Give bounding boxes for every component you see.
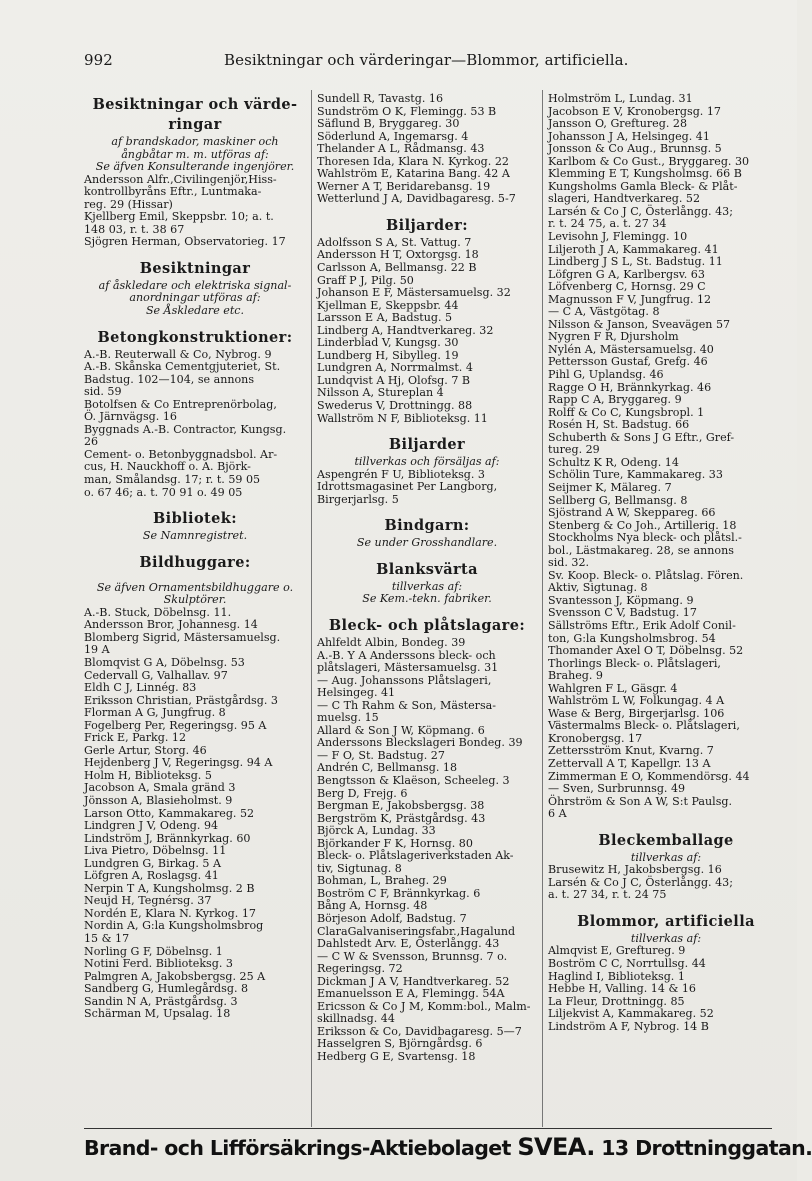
section-note: af åskledare och elektriska signal- bbox=[98, 278, 292, 292]
directory-entry: Hejdenberg J V, Regeringsg. 94 A bbox=[84, 756, 273, 770]
directory-entry: Thomander Axel O T, Döbelnsg. 52 bbox=[548, 644, 744, 658]
directory-entry: a. t. 27 34, r. t. 24 75 bbox=[548, 888, 667, 902]
directory-entry: La Fleur, Drottningg. 85 bbox=[548, 994, 685, 1008]
directory-entry: Jonsson & Co Aug., Brunnsg. 5 bbox=[548, 142, 722, 156]
section-note: anordningar utföras af: bbox=[129, 291, 261, 305]
directory-entry: Cedervall G, Valhallav. 97 bbox=[84, 668, 228, 682]
advertisement-footer bbox=[84, 1130, 812, 1164]
section-note: Skulptörer. bbox=[163, 593, 227, 607]
directory-entry: A.-B. Stuck, Döbelnsg. 11. bbox=[84, 605, 232, 619]
directory-entry: Bohman, L, Braheg. 29 bbox=[317, 874, 447, 888]
directory-entry: Säflund B, Bryggareg. 30 bbox=[317, 117, 460, 131]
directory-entry: Nylén A, Mästersamuelsg. 40 bbox=[548, 342, 714, 356]
directory-entry: Wahlgren F L, Gäsgr. 4 bbox=[548, 681, 678, 695]
directory-entry: Lundqvist A Hj, Olofsg. 7 B bbox=[317, 373, 471, 387]
section-note: tillverkas och försäljas af: bbox=[354, 455, 500, 469]
section-heading: Bleck- och plåtslagare: bbox=[328, 616, 526, 634]
directory-entry: Larson Otto, Kammakareg. 52 bbox=[84, 806, 255, 820]
directory-entry: Bengtsson & Klaëson, Scheeleg. 3 bbox=[317, 773, 510, 787]
directory-entry: Sandin N A, Prästgårdsg. 3 bbox=[84, 994, 238, 1008]
directory-entry: Nilsson A, Stureplan 4 bbox=[317, 386, 444, 400]
directory-entry: Dahlstedt Arv. E, Österlångg. 43 bbox=[317, 937, 500, 951]
directory-entry: Larsén & Co J C, Österlångg. 43; bbox=[548, 875, 733, 889]
directory-entry: 15 & 17 bbox=[84, 931, 130, 945]
directory-entry: Larsén & Co J C, Österlångg. 43; bbox=[548, 204, 733, 218]
directory-entry: — F O, St. Badstug. 27 bbox=[317, 748, 445, 762]
directory-entry: Löfvenberg C, Hornsg. 29 C bbox=[548, 280, 706, 294]
section-note: Se under Grosshandlare. bbox=[356, 536, 498, 550]
section-note: tillverkas af: bbox=[630, 931, 702, 945]
section-spacer bbox=[317, 425, 537, 433]
directory-entry: Nilsson & Janson, Sveavägen 57 bbox=[548, 317, 731, 331]
running-title: Besiktningar och värderingar—Blommor, artificiella. bbox=[224, 51, 629, 69]
directory-entry: Andersson H T, Oxtorgsg. 18 bbox=[317, 248, 479, 262]
section-spacer bbox=[548, 821, 784, 829]
directory-entry: Kjellman E, Skeppsbr. 44 bbox=[317, 298, 459, 312]
directory-entry: Zettersström Knut, Kvarng. 7 bbox=[548, 744, 714, 758]
directory-entry: Werner A T, Beridarebansg. 19 bbox=[317, 179, 491, 193]
directory-entry: Jansson O, Greftureg. 28 bbox=[548, 117, 688, 131]
directory-entry: Sundell R, Tavastg. 16 bbox=[317, 92, 444, 105]
directory-entry: Bergström K, Prästgårdsg. 43 bbox=[317, 811, 486, 825]
directory-entry: Pettersson Gustaf, Grefg. 46 bbox=[548, 355, 708, 369]
directory-entry: Hebbe H, Valling. 14 & 16 bbox=[548, 982, 696, 996]
directory-entry: muelsg. 15 bbox=[317, 711, 379, 725]
directory-entry: Boström C F, Brännkyrkag. 6 bbox=[317, 886, 481, 900]
directory-entry: Badstug. 102—104, se annons bbox=[84, 372, 255, 386]
section-note: tillverkas af: bbox=[630, 850, 702, 864]
directory-entry: Blomberg Sigrid, Mästersamuelsg. bbox=[84, 630, 281, 644]
directory-entry: Nordén E, Klara N. Kyrkog. 17 bbox=[84, 906, 256, 920]
directory-entry: A.-B. Reuterwall & Co, Nybrog. 9 bbox=[84, 347, 272, 361]
directory-entry: Carlsson A, Bellmansg. 22 B bbox=[317, 261, 477, 275]
directory-entry: Eriksson & Co, Davidbagaresg. 5—7 bbox=[317, 1024, 522, 1038]
directory-entry: Thorlings Bleck- o. Plåtslageri, bbox=[548, 656, 721, 670]
section-spacer bbox=[317, 550, 537, 558]
directory-entry: Sjögren Herman, Observatorieg. 17 bbox=[84, 235, 286, 249]
directory-entry: Wahlström E, Katarina Bang. 42 A bbox=[317, 167, 510, 181]
directory-entry: Thoresen Ida, Klara N. Kyrkog. 22 bbox=[317, 154, 509, 168]
directory-entry: Johansson J A, Helsingeg. 41 bbox=[548, 129, 710, 143]
directory-entry: Florman A G, Jungfrug. 8 bbox=[84, 706, 226, 720]
directory-entry: — Aug. Johanssons Plåtslageri, bbox=[317, 673, 492, 687]
section-heading: ringar bbox=[168, 116, 222, 133]
directory-entry: — C Th Rahm & Son, Mästersa- bbox=[317, 698, 497, 712]
section-heading: Besiktningar och värde- bbox=[92, 96, 298, 113]
directory-entry: Svantesson J, Köpmang. 9 bbox=[548, 593, 694, 607]
ad-text-brand: SVEA. bbox=[517, 1133, 595, 1161]
section-heading: Bleckemballage bbox=[598, 831, 734, 849]
directory-entry: Sundström O K, Flemingg. 53 B bbox=[317, 104, 497, 118]
directory-entry: Liljeroth J A, Kammakareg. 41 bbox=[548, 242, 719, 256]
section-spacer bbox=[317, 606, 537, 614]
column-divider bbox=[542, 90, 543, 1127]
directory-entry: cus, H. Nauckhoff o. A. Björk- bbox=[84, 460, 251, 474]
directory-entry: Andersson Alfr.,Civilingenjör,Hiss- bbox=[84, 172, 277, 186]
directory-entry: Sv. Koop. Bleck- o. Plåtslag. Fören. bbox=[548, 568, 744, 582]
directory-entry: Byggnads A.-B. Contractor, Kungsg. bbox=[84, 422, 287, 436]
column-middle bbox=[317, 93, 537, 1123]
directory-entry: o. 67 46; a. t. 70 91 o. 49 05 bbox=[84, 485, 243, 499]
directory-entry: man, Smålandsg. 17; r. t. 59 05 bbox=[84, 473, 261, 487]
directory-entry: Andrén C, Bellmansg. 18 bbox=[317, 761, 457, 775]
column-left bbox=[84, 93, 306, 1123]
directory-entry: Rolff & Co C, Kungsbropl. 1 bbox=[548, 405, 705, 419]
directory-entry: 148 03, r. t. 38 67 bbox=[84, 222, 185, 236]
page-header bbox=[84, 47, 764, 75]
directory-entry: Sjöstrand A W, Skeppareg. 66 bbox=[548, 506, 716, 520]
directory-entry: Lindberg A, Handtverkareg. 32 bbox=[317, 323, 494, 337]
directory-entry: r. t. 24 75, a. t. 27 34 bbox=[548, 217, 667, 231]
directory-entry: Boström C C, Norrtullsg. 44 bbox=[548, 957, 706, 970]
directory-entry: Björkander F K, Hornsg. 80 bbox=[317, 836, 473, 850]
directory-entry: Idrottsmagasinet Per Langborg, bbox=[317, 480, 498, 494]
directory-entry: Schultz K R, Odeng. 14 bbox=[548, 455, 679, 469]
directory-entry: ton, G:la Kungsholmsbrog. 54 bbox=[548, 631, 716, 645]
directory-entry: Wase & Berg, Birgerjarlsg. 106 bbox=[548, 706, 725, 720]
section-note: Se Namnregistret. bbox=[142, 529, 248, 543]
directory-entry: Palmgren A, Jakobsbergsg. 25 A bbox=[84, 969, 266, 983]
directory-entry: Regeringsg. 72 bbox=[317, 962, 403, 976]
directory-entry: Johanson E F, Mästersamuelsg. 32 bbox=[317, 286, 511, 300]
directory-entry: Jönsson A, Blasieholmst. 9 bbox=[84, 793, 233, 807]
directory-entry: Birgerjarlsg. 5 bbox=[317, 492, 399, 506]
directory-entry: Pihl G, Uplandsg. 46 bbox=[548, 368, 664, 382]
directory-entry: — C W & Svensson, Brunnsg. 7 o. bbox=[317, 949, 508, 963]
directory-entry: Seijmer K, Mälareg. 7 bbox=[548, 480, 672, 494]
section-spacer bbox=[84, 249, 306, 257]
section-note: af brandskador, maskiner och bbox=[111, 135, 279, 148]
directory-entry: Lundgren A, Norrmalmst. 4 bbox=[317, 361, 473, 375]
directory-entry: Braheg. 9 bbox=[548, 669, 603, 683]
directory-entry: Aspengrén F U, Biblioteksg. 3 bbox=[317, 467, 485, 481]
directory-entry: kontrollbyråns Eftr., Luntmaka- bbox=[84, 185, 262, 199]
directory-entry: Björck A, Lundag. 33 bbox=[317, 824, 436, 838]
section-spacer bbox=[548, 902, 784, 910]
directory-entry: Allard & Son J W, Köpmang. 6 bbox=[317, 723, 485, 737]
directory-entry: Börjeson Adolf, Badstug. 7 bbox=[317, 911, 467, 925]
section-heading: Bibliotek: bbox=[153, 510, 237, 528]
directory-entry: Wetterlund J A, Davidbagaresg. 5-7 bbox=[317, 192, 516, 206]
directory-entry: Ö. Järnvägsg. 16 bbox=[84, 410, 177, 424]
section-note: Se äfven Ornamentsbildhuggare o. bbox=[96, 580, 294, 594]
directory-entry: Öhrström & Son A W, S:t Paulsg. bbox=[548, 794, 733, 808]
directory-entry: Löfgren A, Roslagsg. 41 bbox=[84, 869, 219, 883]
directory-entry: Nerpin T A, Kungsholmsg. 2 B bbox=[84, 881, 255, 895]
directory-entry: tureg. 29 bbox=[548, 443, 600, 457]
column-divider bbox=[311, 90, 312, 1127]
directory-entry: A.-B. Skånska Cementgjuteriet, St. bbox=[84, 360, 281, 374]
section-spacer bbox=[317, 506, 537, 514]
directory-entry: ClaraGalvaniseringsfabr.,Hagalund bbox=[317, 924, 516, 938]
directory-entry: Holm H, Biblioteksg. 5 bbox=[84, 768, 212, 782]
section-spacer bbox=[84, 499, 306, 507]
directory-entry: Stockholms Nya bleck- och plåtsl.- bbox=[548, 531, 742, 545]
directory-entry: Rapp C A, Bryggareg. 9 bbox=[548, 393, 682, 407]
directory-entry: slageri, Handtverkareg. 52 bbox=[548, 192, 701, 206]
directory-entry: Schölin Ture, Kammakareg. 33 bbox=[548, 468, 723, 482]
directory-entry: Svensson C V, Badstug. 17 bbox=[548, 606, 697, 620]
directory-entry: Kungsholms Gamla Bleck- & Plåt- bbox=[548, 179, 738, 193]
directory-entry: Jacobson E V, Kronobergsg. 17 bbox=[548, 104, 721, 118]
directory-entry: Ahlfeldt Albin, Bondeg. 39 bbox=[317, 635, 466, 649]
directory-entry: Eldh C J, Linnég. 83 bbox=[84, 681, 197, 695]
directory-entry: Schuberth & Sons J G Eftr., Gref- bbox=[548, 430, 735, 444]
directory-entry: Dickman J A V, Handtverkareg. 52 bbox=[317, 974, 510, 988]
directory-entry: Hasselgren S, Björngårdsg. 6 bbox=[317, 1037, 483, 1051]
directory-entry: Levisohn J, Flemingg. 10 bbox=[548, 230, 688, 244]
directory-entry: Wallström N F, Biblioteksg. 11 bbox=[317, 411, 488, 425]
directory-entry: skillnadsg. 44 bbox=[317, 1012, 395, 1026]
directory-entry: Liljekvist A, Kammakareg. 52 bbox=[548, 1007, 714, 1021]
directory-entry: tiv, Sigtunag. 8 bbox=[317, 861, 402, 875]
directory-entry: Lindgren J V, Odeng. 94 bbox=[84, 819, 219, 833]
directory-entry: sid. 59 bbox=[84, 385, 122, 399]
directory-entry: Brusewitz H, Jakobsbergsg. 16 bbox=[548, 863, 722, 877]
directory-entry: Bergman E, Jakobsbergsg. 38 bbox=[317, 799, 485, 813]
directory-entry: Magnusson F V, Jungfrug. 12 bbox=[548, 292, 712, 306]
section-spacer bbox=[317, 206, 537, 214]
directory-entry: Nygren F R, Djursholm bbox=[548, 330, 679, 344]
directory-entry: Ragge O H, Brännkyrkag. 46 bbox=[548, 380, 712, 394]
directory-entry: Helsingeg. 41 bbox=[317, 686, 396, 700]
directory-entry: Sällströms Eftr., Erik Adolf Conil- bbox=[548, 618, 736, 632]
directory-entry: Rosén H, St. Badstug. 66 bbox=[548, 418, 690, 432]
directory-entry: Löfgren G A, Karlbergsv. 63 bbox=[548, 267, 705, 281]
directory-entry: Eriksson Christian, Prästgårdsg. 3 bbox=[84, 693, 278, 707]
directory-entry: Bleck- o. Plåtslageriverkstaden Ak- bbox=[317, 849, 514, 863]
directory-entry: Wahlström L W, Folkungag. 4 A bbox=[548, 694, 725, 708]
directory-entry: bol., Lästmakareg. 28, se annons bbox=[548, 543, 734, 557]
section-note: Se äfven Konsulterande ingenjörer. bbox=[95, 160, 295, 174]
directory-entry: Sellberg G, Bellmansg. 8 bbox=[548, 493, 688, 507]
section-spacer bbox=[84, 318, 306, 326]
directory-entry: Sandberg G, Humlegårdsg. 8 bbox=[84, 982, 249, 996]
directory-entry: Cement- o. Betonbyggnadsbol. Ar- bbox=[84, 447, 278, 461]
directory-entry: Holmström L, Lundag. 31 bbox=[548, 92, 693, 105]
directory-entry: Zimmerman E O, Kommendörsg. 44 bbox=[548, 769, 750, 783]
directory-entry: Graff P J, Pilg. 50 bbox=[317, 273, 414, 287]
directory-entry: Schärman M, Upsalag. 18 bbox=[84, 1007, 231, 1021]
directory-entry: Bång A, Hornsg. 48 bbox=[317, 899, 428, 913]
directory-entry: 19 A bbox=[84, 643, 110, 657]
directory-entry: Linderblad V, Kungsg. 30 bbox=[317, 336, 459, 350]
directory-entry: Karlbom & Co Gust., Bryggareg. 30 bbox=[548, 154, 750, 168]
directory-entry: Lundberg H, Sibylleg. 19 bbox=[317, 348, 459, 362]
section-heading: Betongkonstruktioner: bbox=[97, 328, 293, 346]
section-heading: Besiktningar bbox=[139, 259, 251, 277]
directory-entry: sid. 32. bbox=[548, 556, 590, 570]
directory-entry: 26 bbox=[84, 435, 99, 449]
directory-entry: Jacobson A, Smala gränd 3 bbox=[84, 781, 236, 795]
directory-entry: Lindström J, Brännkyrkag. 60 bbox=[84, 831, 251, 845]
directory-entry: Liva Pietro, Döbelnsg. 11 bbox=[84, 844, 227, 858]
section-heading: Bildhuggare: bbox=[139, 553, 251, 571]
directory-entry: Söderlund A, Ingemarsg. 4 bbox=[317, 129, 469, 143]
directory-entry: plåtslageri, Mästersamuelsg. 31 bbox=[317, 661, 499, 675]
directory-entry: Emanuelsson E A, Flemingg. 54A bbox=[317, 987, 505, 1001]
directory-entry: Zettervall A T, Kapellgr. 13 A bbox=[548, 756, 711, 770]
directory-entry: Aktiv, Sigtunag. 8 bbox=[548, 581, 648, 595]
directory-entry: A.-B. Y A Anderssons bleck- och bbox=[317, 648, 496, 662]
directory-entry: Larsson E A, Badstug. 5 bbox=[317, 311, 453, 325]
directory-entry: Anderssons Bleckslageri Bondeg. 39 bbox=[317, 736, 523, 750]
ad-text-address: 13 Drottninggatan. bbox=[594, 1136, 812, 1160]
section-heading: Biljarder: bbox=[386, 216, 468, 234]
directory-entry: Haglind I, Biblioteksg. 1 bbox=[548, 969, 685, 983]
directory-entry: Frick E, Parkg. 12 bbox=[84, 731, 187, 745]
directory-entry: Fogelberg Per, Regeringsg. 95 A bbox=[84, 718, 267, 732]
directory-entry: Lindström A F, Nybrog. 14 B bbox=[548, 1019, 709, 1033]
directory-entry: Hedberg G E, Svartensg. 18 bbox=[317, 1050, 476, 1063]
directory-entry: Swederus V, Drottningg. 88 bbox=[317, 399, 473, 413]
directory-entry: Kjellberg Emil, Skeppsbr. 10; a. t. bbox=[84, 210, 274, 224]
directory-entry: reg. 29 (Hissar) bbox=[84, 197, 173, 211]
section-heading: Biljarder bbox=[388, 436, 466, 454]
column-right bbox=[548, 93, 784, 1123]
directory-entry: Botolfsen & Co Entreprenörbolag, bbox=[84, 397, 277, 411]
directory-entry: Västermalms Bleck- o. Plåtslageri, bbox=[548, 719, 740, 733]
page-number: 992 bbox=[84, 51, 113, 69]
directory-entry: Berg D, Frejg. 6 bbox=[317, 786, 408, 800]
directory-entry: Stenberg & Co Joh., Artillerig. 18 bbox=[548, 518, 737, 532]
ad-text-company: Brand- och Lifförsäkrings-Aktiebolaget bbox=[84, 1136, 518, 1160]
directory-entry: 6 A bbox=[548, 807, 567, 821]
section-note: Se Kem.-tekn. fabriker. bbox=[362, 592, 492, 606]
section-spacer bbox=[84, 543, 306, 551]
section-heading: Blommor, artificiella bbox=[577, 912, 755, 930]
section-note: ångbåtar m. m. utföras af: bbox=[121, 147, 269, 161]
directory-entry: — Sven, Surbrunnsg. 49 bbox=[548, 782, 686, 796]
directory-entry: Notini Ferd. Biblioteksg. 3 bbox=[84, 957, 233, 971]
directory-entry: — C A, Västgötag. 8 bbox=[548, 305, 660, 319]
directory-entry: Almqvist E, Greftureg. 9 bbox=[548, 944, 686, 958]
directory-entry: Gerle Artur, Storg. 46 bbox=[84, 743, 207, 757]
section-heading: Bindgarn: bbox=[384, 517, 470, 535]
directory-entry: Ericsson & Co J M, Komm:bol., Malm- bbox=[317, 999, 531, 1013]
directory-entry: Thelander A L, Rådmansg. 43 bbox=[317, 142, 485, 156]
directory-entry: Norling G F, Döbelnsg. 1 bbox=[84, 944, 223, 958]
directory-entry: Adolfsson S A, St. Vattug. 7 bbox=[317, 235, 472, 249]
directory-entry: Lindberg J S L, St. Badstug. 11 bbox=[548, 255, 723, 269]
section-note: tillverkas af: bbox=[391, 579, 463, 593]
directory-entry: Neujd H, Tegnérsg. 37 bbox=[84, 894, 212, 908]
directory-entry: Blomqvist G A, Döbelnsg. 53 bbox=[84, 655, 245, 669]
directory-entry: Klemming E T, Kungsholmsg. 66 B bbox=[548, 167, 742, 181]
directory-entry: Lundgren G, Birkag. 5 A bbox=[84, 856, 222, 870]
section-note: Se Åskledare etc. bbox=[145, 304, 245, 318]
directory-entry: Kronobergsg. 17 bbox=[548, 731, 643, 745]
footer-divider bbox=[84, 1128, 772, 1129]
directory-entry: Andersson Bror, Johannesg. 14 bbox=[84, 618, 258, 632]
section-heading: Blanksvärta bbox=[376, 560, 478, 578]
directory-entry: Nordin A, G:la Kungsholmsbrog bbox=[84, 919, 264, 933]
